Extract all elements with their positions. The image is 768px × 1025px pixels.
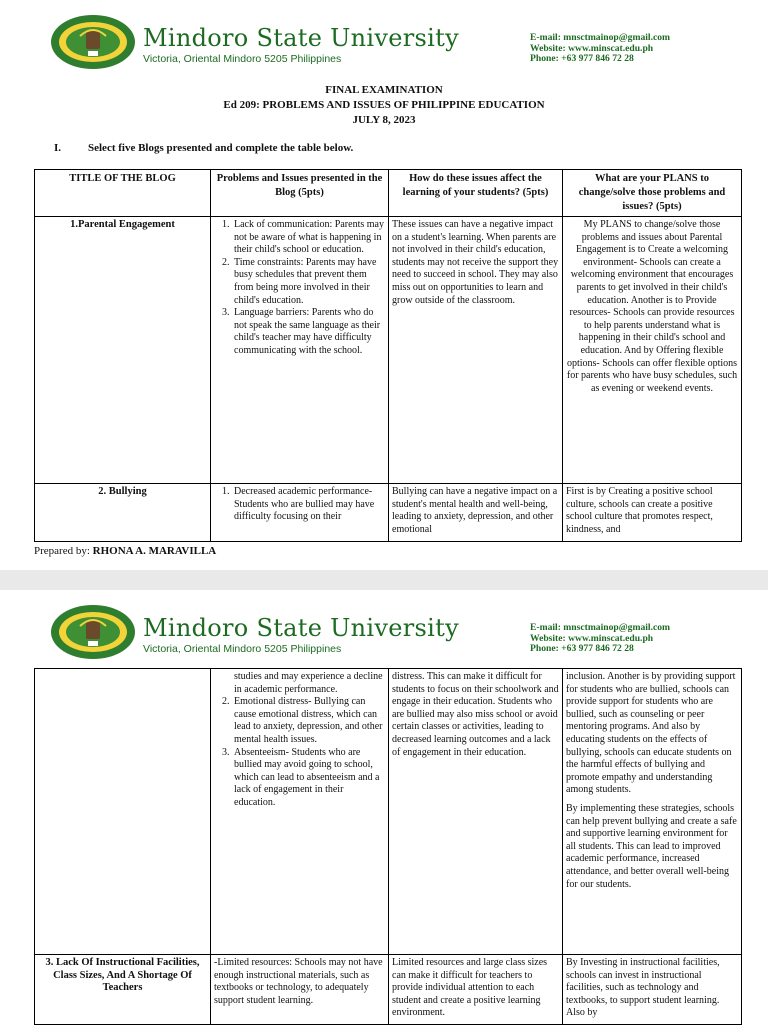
problem-item: 2. Time constraints: Parents may have busy schedules that prevent them from being more involved in their child's education. — [232, 257, 385, 307]
website-text: Website: www.minscat.edu.ph — [530, 42, 654, 54]
website-text: Website: www.minscat.edu.ph — [530, 632, 654, 644]
effects-cell: Bullying can have a negative impact on a student's mental health and well-being, leading to anxiety, depression, and other emotional — [389, 484, 563, 542]
header-plans: What are your PLANS to change/solve those problems and issues? (5pts) — [563, 170, 742, 217]
phone-text: Phone: +63 977 846 72 28 — [530, 643, 634, 654]
exam-heading — [0, 83, 768, 128]
email-text: E-mail: mnsctmainop@gmail.com — [530, 32, 671, 43]
prepared-label: Prepared by: — [34, 545, 90, 557]
university-seal-icon — [50, 604, 136, 660]
header-problems: Problems and Issues presented in the Blog (5pts) — [211, 170, 389, 217]
page-2 — [0, 590, 768, 1024]
table-row — [35, 955, 742, 1025]
table-row — [35, 484, 742, 542]
problems-cell — [211, 484, 389, 542]
plans-summary: By implementing these strategies, schools can help prevent bullying and create a safe and supportive learning environment for all students. This can lead to improved academic performance, increased attendance, and better overall well-being for our students. — [566, 802, 737, 890]
effects-cell: distress. This can make it difficult for students to focus on their schoolwork and engage in their education. Students who are bullied may also miss school or avoid certain classes or activities, leading to decreased learning outcomes and a lack of engagement in their education. — [389, 669, 563, 955]
exam-course: Ed 209: PROBLEMS AND ISSUES OF PHILIPPINE EDUCATION — [223, 99, 545, 111]
problems-cell — [211, 217, 389, 484]
plans-cell: First is by Creating a positive school culture, schools can create a positive school culture that promotes respect, kindness, and — [563, 484, 742, 542]
instruction — [54, 142, 353, 154]
exam-title: FINAL EXAMINATION — [325, 84, 443, 96]
university-name: Mindoro State University — [143, 24, 459, 52]
table-row — [35, 669, 742, 955]
contact-info — [530, 623, 670, 655]
letterhead — [0, 0, 768, 80]
email-text: E-mail: mnsctmainop@gmail.com — [530, 622, 671, 633]
blog-title: 1.Parental Engagement — [35, 217, 211, 484]
table-row — [35, 217, 742, 484]
blog-title: 2. Bullying — [35, 484, 211, 542]
blog-table-continued — [34, 668, 742, 1025]
plans-cell — [563, 669, 742, 955]
blog-title: 3. Lack Of Instructional Facilities, Class Sizes, And A Shortage Of Teachers — [35, 955, 211, 1025]
instruction-number: I. — [54, 142, 62, 154]
instruction-text: Select five Blogs presented and complete the table below. — [88, 142, 354, 154]
letterhead — [0, 590, 768, 670]
prepared-by — [34, 545, 216, 557]
problem-item: 2. Emotional distress- Bullying can cause emotional distress, which can lead to anxiety, depression, and other mental health issues. — [232, 696, 385, 746]
effects-cell: Limited resources and large class sizes can make it difficult for teachers to provide individual attention to each student and create a positive learning environment. — [389, 955, 563, 1025]
header-effects: How do these issues affect the learning of your students? (5pts) — [389, 170, 563, 217]
problem-item: 1. Lack of communication: Parents may not be aware of what is happening in their child's school or education. — [232, 219, 385, 257]
problem-item: 3. Absenteeism- Students who are bullied may avoid going to school, which can lead to absenteeism and a lack of engagement in their education. — [232, 747, 385, 810]
header-title: TITLE OF THE BLOG — [35, 170, 211, 217]
effects-cell: These issues can have a negative impact on a student's learning. When parents are not involved in their child's education, students may not receive the support they need to succeed in school. They may also miss out on opportunities to learn and grow outside of the classroom. — [389, 217, 563, 484]
university-name: Mindoro State University — [143, 614, 459, 642]
problems-cell: -Limited resources: Schools may not have enough instructional materials, such as textbooks or technology, to adequately support student learning. — [211, 955, 389, 1025]
problem-continued: studies and may experience a decline in academic performance. — [234, 671, 383, 695]
page-separator — [0, 570, 768, 590]
problem-item: 1. Decreased academic performance- Students who are bullied may have difficulty focusing on their — [232, 486, 385, 524]
plans-paragraph: inclusion. Another is by providing support for students who are bullied, schools can provide support for students who are bullied, such as counseling or peer mentoring programs. And also by educating students on the effects of bullying, schools can educate students on the harmful effects of bullying and promote empathy and understanding among students. — [566, 671, 736, 796]
prepared-name: RHONA A. MARAVILLA — [92, 545, 217, 557]
phone-text: Phone: +63 977 846 72 28 — [530, 53, 634, 64]
blog-table — [34, 169, 742, 542]
blog-title — [35, 669, 211, 955]
plans-cell: My PLANS to change/solve those problems and issues about Parental Engagement is to Create a welcoming environment- Schools can create a welcoming environment that encourages parents to get involved in their child's education. Another is to Provide resources- Schools can provide resources to help parents understand what is happening in their child's school and education. And by Offering flexible options- Schools can offer flexible options for parents who have busy schedules, such as evening or weekend events. — [563, 217, 742, 484]
table-header-row — [35, 170, 742, 217]
exam-date: JULY 8, 2023 — [352, 114, 416, 126]
university-location: Victoria, Oriental Mindoro 5205 Philippines — [143, 643, 342, 655]
university-location: Victoria, Oriental Mindoro 5205 Philippines — [143, 53, 342, 65]
university-seal-icon — [50, 14, 136, 70]
plans-cell: By Investing in instructional facilities, schools can invest in instructional facilities, such as technology and textbooks, to support student learning. Also by — [563, 955, 742, 1025]
problem-item: 3. Language barriers: Parents who do not speak the same language as their child's teacher may have difficulty communicating with the school. — [232, 307, 385, 357]
contact-info — [530, 33, 670, 65]
problems-cell — [211, 669, 389, 955]
